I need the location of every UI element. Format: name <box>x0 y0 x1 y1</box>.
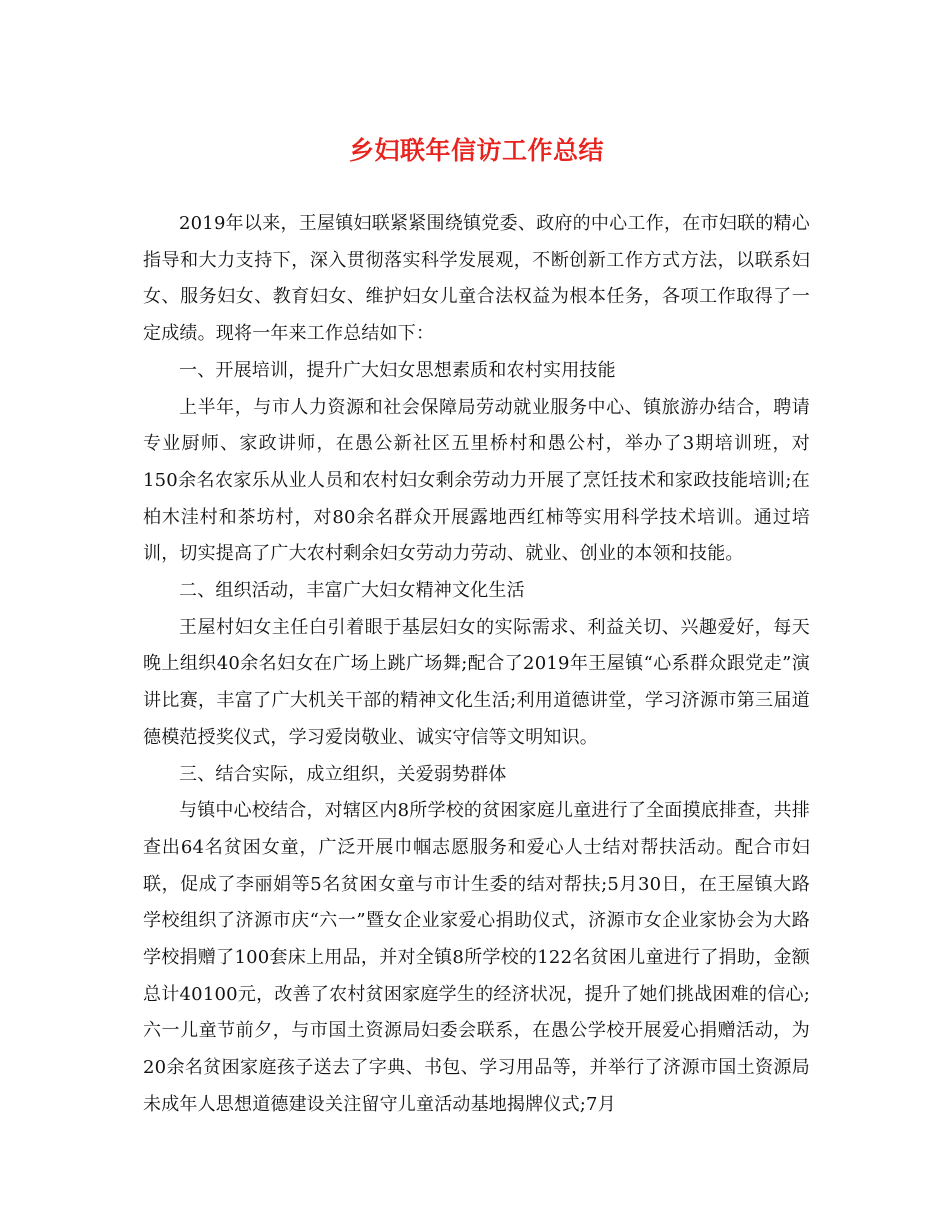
paragraph-activities: 王屋村妇女主任白引着眼于基层妇女的实际需求、利益关切、兴趣爱好，每天晚上组织40余名妇女在广场上跳广场舞;配合了2019年王屋镇“心系群众跟党走”演讲比赛，丰富了广大机关干部的精神文化生活;利用道德讲堂，学习济源市第三届道德模范授奖仪式，学习爱岗敬业、诚实守信等文明知识。 <box>143 616 810 748</box>
document-text <box>143 206 810 1124</box>
paragraph-training: 上半年，与市人力资源和社会保障局劳动就业服务中心、镇旅游办结合，聘请专业厨师、家政讲师，在愚公新社区五里桥村和愚公村，举办了3期培训班，对 150余名农家乐从业人员和农村妇女剩余劳动力开展了烹饪技术和家政技能培训;在柏木洼村和茶坊村，对80余名群众开展露地西红柿等实用科学技术培训。通过培训，切实提高了广大农村剩余妇女劳动力劳动、就业、创业的本领和技能。 <box>143 396 810 565</box>
paragraph-intro: 2019年以来，王屋镇妇联紧紧围绕镇党委、政府的中心工作，在市妇联的精心指导和大力支持下，深入贯彻落实科学发展观，不断创新工作方式方法，以联系妇女、服务妇女、教育妇女、维护妇女儿童合法权益为根本任务，各项工作取得了一定成绩。现将一年来工作总结如下： <box>143 213 810 345</box>
paragraph-vulnerable-groups: 与镇中心校结合，对辖区内8所学校的贫困家庭儿童进行了全面摸底排查，共排查出64名贫困女童，广泛开展巾帼志愿服务和爱心人士结对帮扶活动。配合市妇联，促成了李丽娟等5名贫困女童与市计生委的结对帮扶;5月30日，在王屋镇大路学校组织了济源市庆“六一”暨女企业家爱心捐助仪式，济源市女企业家协会为大路学校捐赠了100套床上用品，并对全镇8所学校的122名贫困儿童进行了捐助，金额总计40100元，改善了农村贫困家庭学生的经济状况，提升了她们挑战困难的信心;六一儿童节前夕，与市国土资源局妇委会联系，在愚公学校开展爱心捐赠活动，为20余名贫困家庭孩子送去了字典、书包、学习用品等，并举行了济源市国土资源局未成年人思想道德建设关注留守儿童活动基地揭牌仪式;7月 <box>143 800 810 1115</box>
section-heading-vulnerable-groups: 三、结合实际，成立组织，关爱弱势群体 <box>179 763 507 785</box>
document-title: 乡妇联年信访工作总结 <box>348 136 604 165</box>
section-heading-training: 一、开展培训，提升广大妇女思想素质和农村实用技能 <box>179 359 616 381</box>
section-heading-activities: 二、组织活动，丰富广大妇女精神文化生活 <box>179 580 525 602</box>
